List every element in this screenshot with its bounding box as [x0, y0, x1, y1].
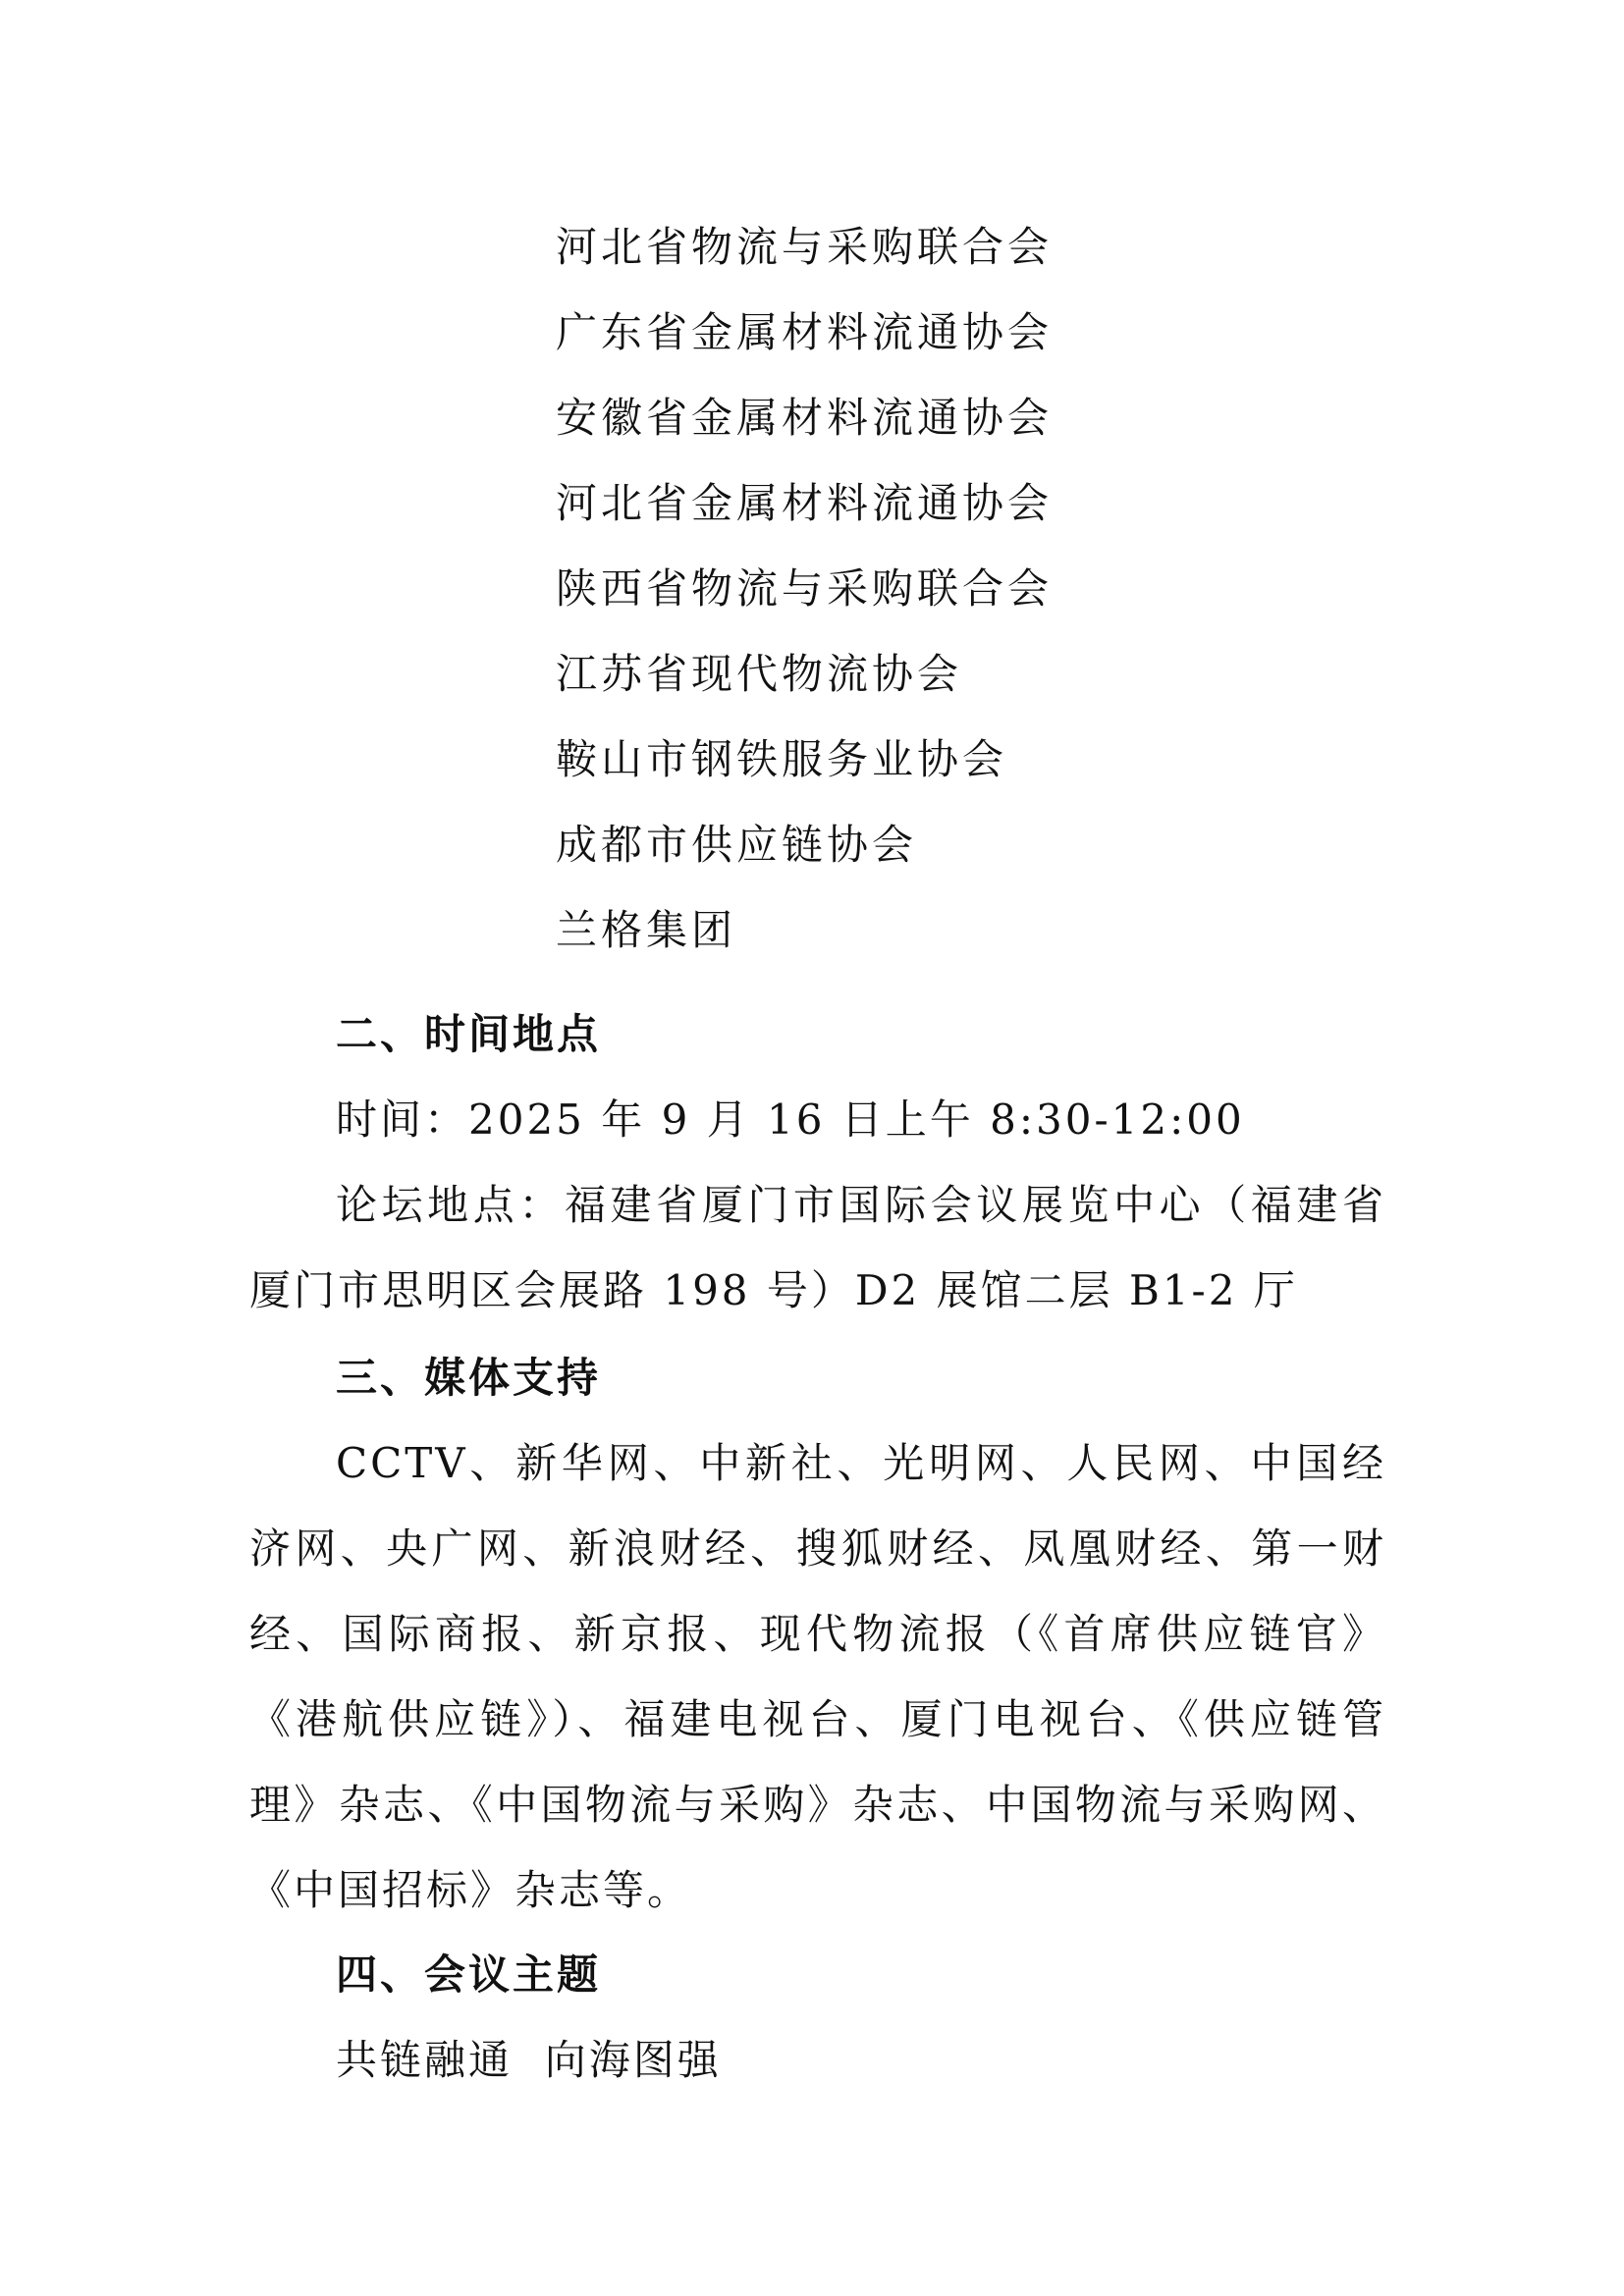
organization-item: 陕西省物流与采购联合会	[556, 564, 1054, 613]
organization-item: 广东省金属材料流通协会	[556, 308, 1054, 356]
organization-item: 河北省物流与采购联合会	[556, 223, 1054, 271]
organization-item: 江苏省现代物流协会	[556, 650, 963, 698]
organization-item: 鞍山市钢铁服务业协会	[556, 735, 1008, 783]
organization-item: 兰格集团	[556, 906, 737, 954]
conference-theme: 共链融通 向海图强	[336, 2036, 722, 2084]
event-venue: 论坛地点：福建省厦门市国际会议展览中心（福建省厦门市思明区会展路 198 号）D2 展馆二层 B1-2 厅	[249, 1181, 1386, 1314]
organization-item: 安徽省金属材料流通协会	[556, 394, 1054, 442]
section-heading-time-location: 二、时间地点	[336, 1010, 602, 1058]
event-time: 时间：2025 年 9 月 16 日上午 8:30-12:00	[336, 1095, 1245, 1144]
organization-item: 成都市供应链协会	[556, 821, 918, 869]
organization-list	[556, 204, 1053, 973]
organization-item: 河北省金属材料流通协会	[556, 479, 1054, 527]
section-heading-media-support: 三、媒体支持	[336, 1354, 602, 1402]
media-support-text: CCTV、新华网、中新社、光明网、人民网、中国经济网、央广网、新浪财经、搜狐财经、凤凰财经、第一财经、国际商报、新京报、现代物流报（《首席供应链官》《港航供应链》）、福建电视台、厦门电视台、《供应链管理》杂志、《中国物流与采购》杂志、中国物流与采购网、《中国招标》杂志等。	[249, 1439, 1386, 1914]
section-heading-conference-theme: 四、会议主题	[336, 1950, 602, 1999]
